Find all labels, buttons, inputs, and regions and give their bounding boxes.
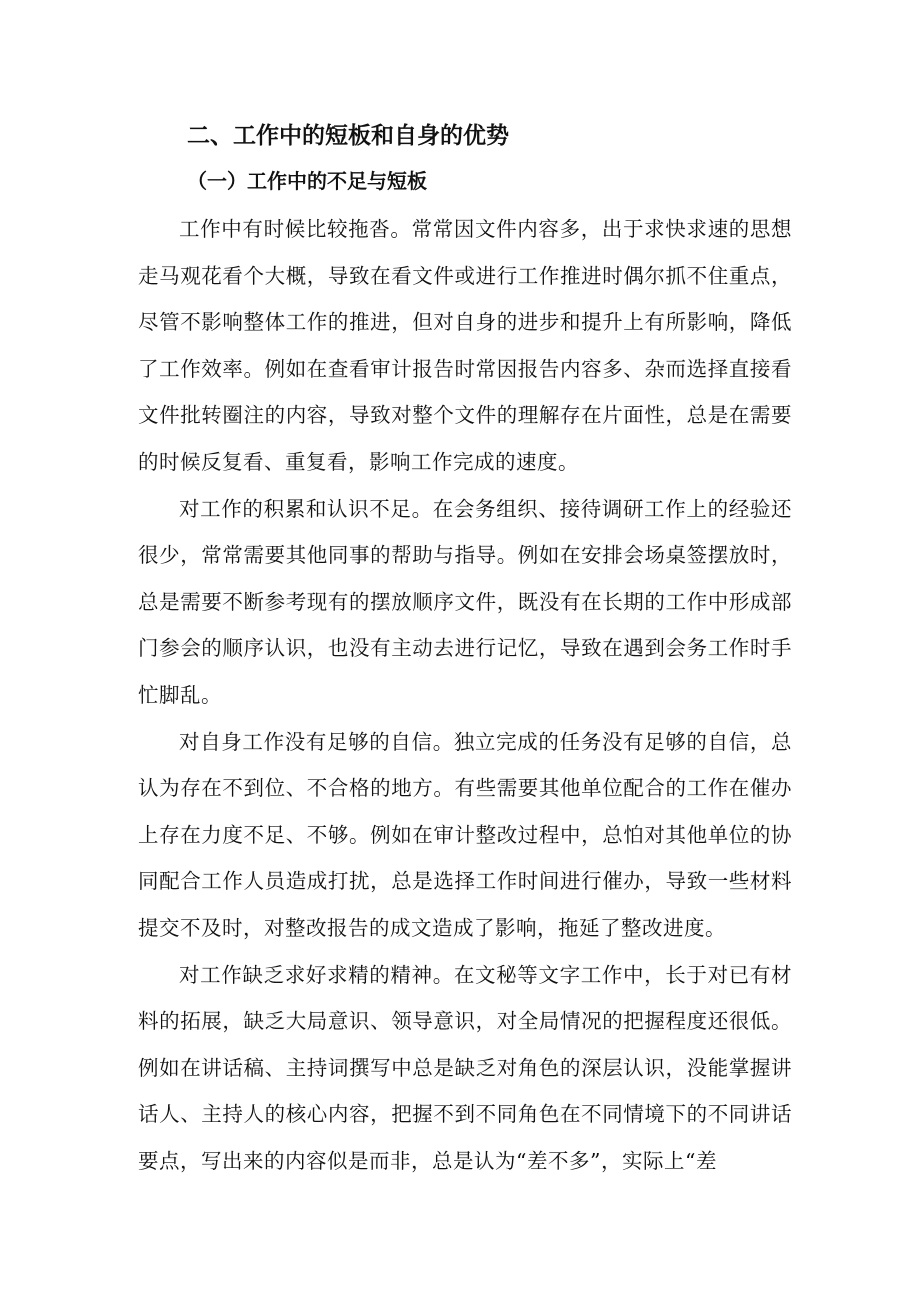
subsection-heading: （一）工作中的不足与短板 (187, 169, 427, 193)
paragraph-4: 对工作缺乏求好求精的精神。在文秘等文字工作中，长于对已有材料的拓展，缺乏大局意识、领导意识，对全局情况的把握程度还很低。例如在讲话稿、主持词撰写中总是缺乏对角色的深层认识，没能掌握讲话人、主持人的核心内容，把握不到不同角色在不同情境下的不同讲话要点，写出来的内容似是而非，总是认为“差不多”，实际上“差 (138, 962, 792, 1173)
paragraph-1: 工作中有时候比较拖沓。常常因文件内容多，出于求快求速的思想走马观花看个大概，导致在看文件或进行工作推进时偶尔抓不住重点，尽管不影响整体工作的推进，但对自身的进步和提升上有所影响，降低了工作效率。例如在查看审计报告时常因报告内容多、杂而选择直接看文件批转圈注的内容，导致对整个文件的理解存在片面性，总是在需要的时候反复看、重复看，影响工作完成的速度。 (138, 217, 792, 474)
paragraph-2: 对工作的积累和认识不足。在会务组织、接待调研工作上的经验还很少，常常需要其他同事的帮助与指导。例如在安排会场桌签摆放时，总是需要不断参考现有的摆放顺序文件，既没有在长期的工作中形成部门参会的顺序认识，也没有主动去进行记忆，导致在遇到会务工作时手忙脚乱。 (138, 496, 792, 707)
body-text (138, 206, 792, 1184)
paragraph-3: 对自身工作没有足够的自信。独立完成的任务没有足够的自信，总认为存在不到位、不合格的地方。有些需要其他单位配合的工作在催办上存在力度不足、不够。例如在审计整改过程中，总怕对其他单位的协同配合工作人员造成打扰，总是选择工作时间进行催办，导致一些材料提交不及时，对整改报告的成文造成了影响，拖延了整改进度。 (138, 729, 792, 940)
section-heading: 二、工作中的短板和自身的优势 (187, 123, 509, 149)
